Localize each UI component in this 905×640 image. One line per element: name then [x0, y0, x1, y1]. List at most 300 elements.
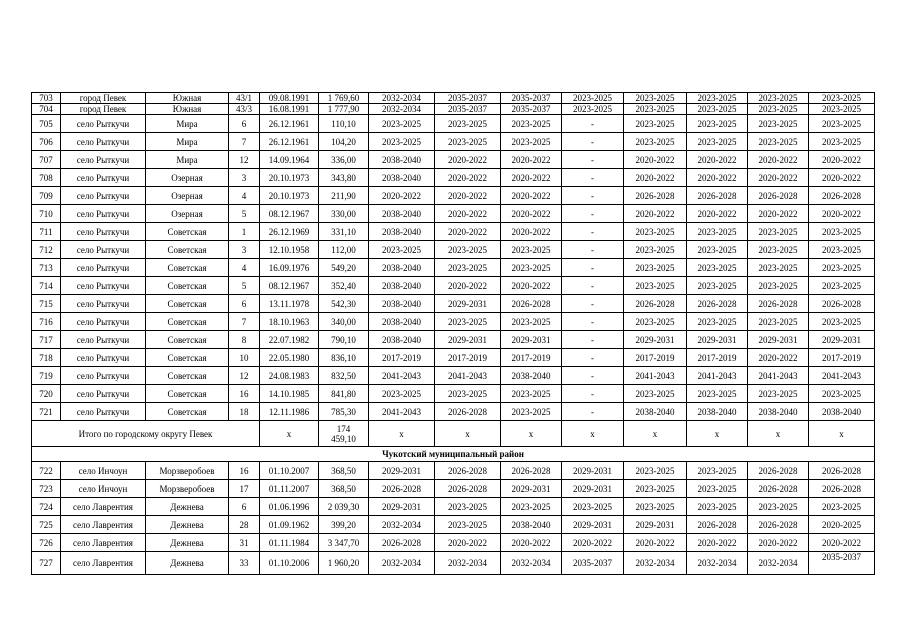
cell: 2023-2025 — [809, 313, 875, 331]
cell: село Рыткучи — [61, 349, 146, 367]
cell: - — [562, 313, 624, 331]
table-row — [32, 385, 875, 403]
cell: село Рыткучи — [61, 385, 146, 403]
cell: x — [501, 421, 562, 447]
cell: 2023-2025 — [687, 385, 748, 403]
cell: 2026-2028 — [687, 187, 748, 205]
cell: село Лаврентия — [61, 552, 146, 575]
cell: 368,50 — [319, 480, 369, 498]
cell: 2023-2025 — [809, 104, 875, 115]
cell: 2038-2040 — [369, 259, 435, 277]
cell: 2038-2040 — [369, 295, 435, 313]
cell: Дежнева — [146, 498, 229, 516]
cell: 340,00 — [319, 313, 369, 331]
table-row — [32, 241, 875, 259]
cell: 17 — [229, 480, 260, 498]
cell: 2041-2043 — [809, 367, 875, 385]
cell: 2029-2031 — [562, 516, 624, 534]
cell: 2038-2040 — [369, 205, 435, 223]
cell: 2032-2034 — [369, 93, 435, 104]
cell: 211,90 — [319, 187, 369, 205]
cell: 01.09.1962 — [260, 516, 319, 534]
cell: 2023-2025 — [748, 313, 809, 331]
cell: 2029-2031 — [809, 331, 875, 349]
cell: 714 — [32, 277, 61, 295]
cell: 2029-2031 — [624, 516, 687, 534]
cell: 20.10.1973 — [260, 169, 319, 187]
cell: 2026-2028 — [748, 187, 809, 205]
cell: 2035-2037 — [501, 104, 562, 115]
cell: 2038-2040 — [748, 403, 809, 421]
cell: 01.11.1984 — [260, 534, 319, 552]
cell: - — [562, 169, 624, 187]
cell: 24.08.1983 — [260, 367, 319, 385]
cell: 2020-2022 — [501, 169, 562, 187]
cell: село Рыткучи — [61, 313, 146, 331]
cell: 2023-2025 — [624, 313, 687, 331]
cell: 2023-2025 — [435, 259, 501, 277]
cell: 2023-2025 — [624, 498, 687, 516]
cell: Дежнева — [146, 516, 229, 534]
cell: Советская — [146, 223, 229, 241]
cell: 2026-2028 — [809, 462, 875, 480]
table-row — [32, 331, 875, 349]
cell: 2041-2043 — [435, 367, 501, 385]
cell: город Певек — [61, 104, 146, 115]
cell: 704 — [32, 104, 61, 115]
cell: 2023-2025 — [748, 277, 809, 295]
cell: 2038-2040 — [809, 403, 875, 421]
cell: Южная — [146, 93, 229, 104]
cell: 1 960,20 — [319, 552, 369, 575]
cell: 2020-2022 — [748, 349, 809, 367]
total-area — [319, 421, 369, 447]
cell: 2029-2031 — [501, 331, 562, 349]
cell: Советская — [146, 403, 229, 421]
cell: 2023-2025 — [748, 93, 809, 104]
cell: 2023-2025 — [809, 241, 875, 259]
cell: 2038-2040 — [624, 403, 687, 421]
cell: 368,50 — [319, 462, 369, 480]
table-row — [32, 115, 875, 133]
cell: 841,80 — [319, 385, 369, 403]
cell: 2023-2025 — [687, 480, 748, 498]
cell: 2020-2022 — [435, 223, 501, 241]
cell: 16 — [229, 462, 260, 480]
cell: 336,00 — [319, 151, 369, 169]
table-row — [32, 277, 875, 295]
cell: село Рыткучи — [61, 259, 146, 277]
cell: 705 — [32, 115, 61, 133]
cell: 2023-2025 — [435, 385, 501, 403]
cell: 725 — [32, 516, 61, 534]
cell: 12.11.1986 — [260, 403, 319, 421]
cell: - — [562, 241, 624, 259]
cell: 16.08.1991 — [260, 104, 319, 115]
cell: 16.09.1976 — [260, 259, 319, 277]
table-row — [32, 313, 875, 331]
cell: 2023-2025 — [435, 133, 501, 151]
cell: 1 769,60 — [319, 93, 369, 104]
cell: - — [562, 349, 624, 367]
cell: 2038-2040 — [369, 223, 435, 241]
total-area-line1: 174 — [336, 423, 351, 434]
cell: 2035-2037 — [562, 552, 624, 575]
cell: 717 — [32, 331, 61, 349]
cell: 2017-2019 — [687, 349, 748, 367]
cell: 2026-2028 — [687, 295, 748, 313]
cell: 2023-2025 — [748, 498, 809, 516]
cell: 2026-2028 — [435, 480, 501, 498]
cell: 01.11.2007 — [260, 480, 319, 498]
cell: 719 — [32, 367, 61, 385]
cell: 12 — [229, 151, 260, 169]
cell: - — [562, 385, 624, 403]
cell: 2032-2034 — [369, 552, 435, 575]
cell: 2023-2025 — [687, 115, 748, 133]
table-row — [32, 187, 875, 205]
cell: 2029-2031 — [748, 331, 809, 349]
cell: 710 — [32, 205, 61, 223]
table-row — [32, 133, 875, 151]
cell: 2023-2025 — [809, 259, 875, 277]
cell: 26.12.1961 — [260, 133, 319, 151]
cell: Советская — [146, 241, 229, 259]
cell: 2023-2025 — [562, 93, 624, 104]
cell: 2020-2022 — [687, 534, 748, 552]
cell: 706 — [32, 133, 61, 151]
table-row — [32, 151, 875, 169]
cell: 2020-2022 — [687, 205, 748, 223]
cell: село Рыткучи — [61, 331, 146, 349]
cell: село Рыткучи — [61, 115, 146, 133]
cell: - — [562, 403, 624, 421]
cell: 2020-2022 — [809, 205, 875, 223]
cell: 2023-2025 — [748, 223, 809, 241]
cell: 723 — [32, 480, 61, 498]
cell: 790,10 — [319, 331, 369, 349]
cell: 4 — [229, 187, 260, 205]
cell: 2023-2025 — [687, 462, 748, 480]
cell: 2023-2025 — [748, 133, 809, 151]
cell: Озерная — [146, 205, 229, 223]
cell: 2023-2025 — [624, 93, 687, 104]
cell: 2023-2025 — [809, 223, 875, 241]
cell: 10 — [229, 349, 260, 367]
cell: 2038-2040 — [687, 403, 748, 421]
cell: 2023-2025 — [624, 277, 687, 295]
cell: 2026-2028 — [809, 295, 875, 313]
cell: село Рыткучи — [61, 241, 146, 259]
cell: Советская — [146, 295, 229, 313]
cell: 2017-2019 — [501, 349, 562, 367]
cell: село Рыткучи — [61, 133, 146, 151]
cell: 26.12.1969 — [260, 223, 319, 241]
cell: 18.10.1963 — [260, 313, 319, 331]
cell: 1 777,90 — [319, 104, 369, 115]
cell: 2029-2031 — [369, 498, 435, 516]
cell: 2023-2025 — [435, 516, 501, 534]
cell: 2026-2028 — [369, 534, 435, 552]
cell: 2023-2025 — [501, 241, 562, 259]
cell: 722 — [32, 462, 61, 480]
cell: 2026-2028 — [624, 187, 687, 205]
cell: 2032-2034 — [748, 552, 809, 575]
cell: 2020-2022 — [748, 205, 809, 223]
cell: 14.09.1964 — [260, 151, 319, 169]
cell: 2029-2031 — [624, 331, 687, 349]
cell: 2020-2022 — [435, 205, 501, 223]
cell: 2020-2022 — [501, 151, 562, 169]
cell: 2026-2028 — [809, 187, 875, 205]
cell: - — [562, 331, 624, 349]
cell: 542,30 — [319, 295, 369, 313]
cell: - — [562, 151, 624, 169]
cell: 2023-2025 — [624, 133, 687, 151]
table-row — [32, 516, 875, 534]
cell: 43/1 — [229, 93, 260, 104]
cell: 2026-2028 — [687, 516, 748, 534]
cell: 2032-2034 — [687, 552, 748, 575]
cell: 2020-2022 — [501, 277, 562, 295]
cell: 2023-2025 — [809, 133, 875, 151]
cell: 2023-2025 — [369, 385, 435, 403]
cell: село Рыткучи — [61, 277, 146, 295]
cell: село Лаврентия — [61, 534, 146, 552]
cell: 716 — [32, 313, 61, 331]
cell: 2023-2025 — [435, 498, 501, 516]
cell: x — [809, 421, 875, 447]
cell: 785,30 — [319, 403, 369, 421]
cell: 549,20 — [319, 259, 369, 277]
cell: 2020-2022 — [562, 534, 624, 552]
cell: 708 — [32, 169, 61, 187]
cell: 2023-2025 — [624, 385, 687, 403]
cell: 2023-2025 — [501, 115, 562, 133]
cell: 713 — [32, 259, 61, 277]
table-row — [32, 367, 875, 385]
cell: - — [562, 367, 624, 385]
cell: 331,10 — [319, 223, 369, 241]
cell: 2029-2031 — [562, 480, 624, 498]
cell: 26.12.1961 — [260, 115, 319, 133]
cell: 2020-2022 — [501, 187, 562, 205]
cell: x — [624, 421, 687, 447]
cell: 2020-2022 — [501, 205, 562, 223]
cell: село Лаврентия — [61, 498, 146, 516]
cell: 2026-2028 — [748, 295, 809, 313]
cell: 352,40 — [319, 277, 369, 295]
cell: 726 — [32, 534, 61, 552]
cell: 2035-2037 — [501, 93, 562, 104]
cell: Южная — [146, 104, 229, 115]
cell: 2023-2025 — [624, 223, 687, 241]
total-row — [32, 421, 875, 447]
cell: 2023-2025 — [687, 259, 748, 277]
cell: 112,00 — [319, 241, 369, 259]
cell: 2020-2022 — [809, 151, 875, 169]
cell: село Инчоун — [61, 480, 146, 498]
table-row — [32, 534, 875, 552]
cell: 2023-2025 — [435, 313, 501, 331]
cell: Советская — [146, 385, 229, 403]
cell: 2023-2025 — [369, 241, 435, 259]
cell: x — [369, 421, 435, 447]
cell: 2020-2025 — [809, 516, 875, 534]
cell: 2038-2040 — [369, 277, 435, 295]
cell: 2020-2022 — [809, 169, 875, 187]
cell: 2023-2025 — [562, 104, 624, 115]
cell: 2041-2043 — [748, 367, 809, 385]
cell: 104,20 — [319, 133, 369, 151]
cell: 2032-2034 — [624, 552, 687, 575]
cell: 2020-2022 — [369, 187, 435, 205]
cell: 7 — [229, 133, 260, 151]
cell: 2026-2028 — [435, 403, 501, 421]
cell: 2023-2025 — [687, 277, 748, 295]
cell: село Рыткучи — [61, 151, 146, 169]
cell: - — [562, 223, 624, 241]
cell: - — [562, 133, 624, 151]
cell: 2026-2028 — [435, 462, 501, 480]
cell: - — [562, 205, 624, 223]
cell: 2041-2043 — [369, 367, 435, 385]
cell: 2020-2022 — [748, 534, 809, 552]
cell: Советская — [146, 259, 229, 277]
cell: 2038-2040 — [369, 151, 435, 169]
cell: 2020-2022 — [809, 534, 875, 552]
cell: 2038-2040 — [501, 367, 562, 385]
cell: - — [562, 259, 624, 277]
cell: 2017-2019 — [435, 349, 501, 367]
cell: 2023-2025 — [624, 462, 687, 480]
cell: 2023-2025 — [369, 133, 435, 151]
cell: 2023-2025 — [687, 93, 748, 104]
cell: Морзверобоев — [146, 462, 229, 480]
cell: город Певек — [61, 93, 146, 104]
cell: 2023-2025 — [687, 241, 748, 259]
cell: 724 — [32, 498, 61, 516]
cell: - — [562, 115, 624, 133]
cell: 2 039,30 — [319, 498, 369, 516]
cell: 2023-2025 — [501, 403, 562, 421]
cell: 718 — [32, 349, 61, 367]
cell: 2029-2031 — [687, 331, 748, 349]
cell: 2032-2034 — [501, 552, 562, 575]
cell: 2023-2025 — [624, 259, 687, 277]
cell: 836,10 — [319, 349, 369, 367]
cell: 2029-2031 — [501, 480, 562, 498]
cell: 2023-2025 — [501, 498, 562, 516]
cell: 2023-2025 — [687, 498, 748, 516]
cell: x — [748, 421, 809, 447]
cell: 2041-2043 — [687, 367, 748, 385]
table-row — [32, 223, 875, 241]
cell: 721 — [32, 403, 61, 421]
table-row — [32, 552, 875, 575]
cell: 2038-2040 — [369, 313, 435, 331]
table-row — [32, 169, 875, 187]
cell: 2023-2025 — [748, 115, 809, 133]
cell: 2023-2025 — [748, 259, 809, 277]
cell: 2026-2028 — [748, 462, 809, 480]
cell: село Рыткучи — [61, 223, 146, 241]
table-row — [32, 498, 875, 516]
cell: - — [562, 295, 624, 313]
cell: 2026-2028 — [748, 480, 809, 498]
cell: 4 — [229, 259, 260, 277]
cell: 01.06.1996 — [260, 498, 319, 516]
cell: 2023-2025 — [624, 115, 687, 133]
cell: 2023-2025 — [809, 115, 875, 133]
cell: 2020-2022 — [435, 187, 501, 205]
cell: 2023-2025 — [809, 277, 875, 295]
cell: 1 — [229, 223, 260, 241]
cell: 2026-2028 — [369, 480, 435, 498]
cell: 5 — [229, 277, 260, 295]
cell: 343,80 — [319, 169, 369, 187]
cell: 2023-2025 — [435, 241, 501, 259]
cell: 2023-2025 — [624, 480, 687, 498]
table-row — [32, 104, 875, 115]
cell: 2023-2025 — [501, 259, 562, 277]
cell: 22.07.1982 — [260, 331, 319, 349]
cell: 2026-2028 — [501, 295, 562, 313]
cell: 3 347,70 — [319, 534, 369, 552]
cell: 720 — [32, 385, 61, 403]
cell: 2023-2025 — [435, 115, 501, 133]
cell: Мира — [146, 133, 229, 151]
cell: 2020-2022 — [624, 205, 687, 223]
cell: 2020-2022 — [435, 151, 501, 169]
cell: 2020-2022 — [435, 169, 501, 187]
cell: 2041-2043 — [624, 367, 687, 385]
cell: - — [562, 187, 624, 205]
cell: 2038-2040 — [501, 516, 562, 534]
cell: 2020-2022 — [687, 169, 748, 187]
cell: Советская — [146, 367, 229, 385]
cell: Советская — [146, 331, 229, 349]
cell: 715 — [32, 295, 61, 313]
cell: 6 — [229, 295, 260, 313]
cell: 2029-2031 — [435, 331, 501, 349]
cell: Мира — [146, 151, 229, 169]
cell: Советская — [146, 349, 229, 367]
cell: село Рыткучи — [61, 187, 146, 205]
cell: 2020-2022 — [748, 169, 809, 187]
cell: 43/3 — [229, 104, 260, 115]
cell: 2026-2028 — [501, 462, 562, 480]
total-label: Итого по городскому округу Певек — [32, 421, 260, 447]
cell: 7 — [229, 313, 260, 331]
cell: 2023-2025 — [748, 241, 809, 259]
cell: Советская — [146, 277, 229, 295]
cell: 13.11.1978 — [260, 295, 319, 313]
cell: 6 — [229, 115, 260, 133]
cell: 2023-2025 — [501, 133, 562, 151]
section-title: Чукотский муниципальный район — [32, 447, 875, 462]
table-row — [32, 462, 875, 480]
cell: 330,00 — [319, 205, 369, 223]
cell: 20.10.1973 — [260, 187, 319, 205]
cell: 01.10.2007 — [260, 462, 319, 480]
cell: 2020-2022 — [501, 223, 562, 241]
cell: 8 — [229, 331, 260, 349]
cell: 08.12.1967 — [260, 205, 319, 223]
cell: 2038-2040 — [369, 331, 435, 349]
cell: 2032-2034 — [435, 552, 501, 575]
cell: 2023-2025 — [687, 104, 748, 115]
